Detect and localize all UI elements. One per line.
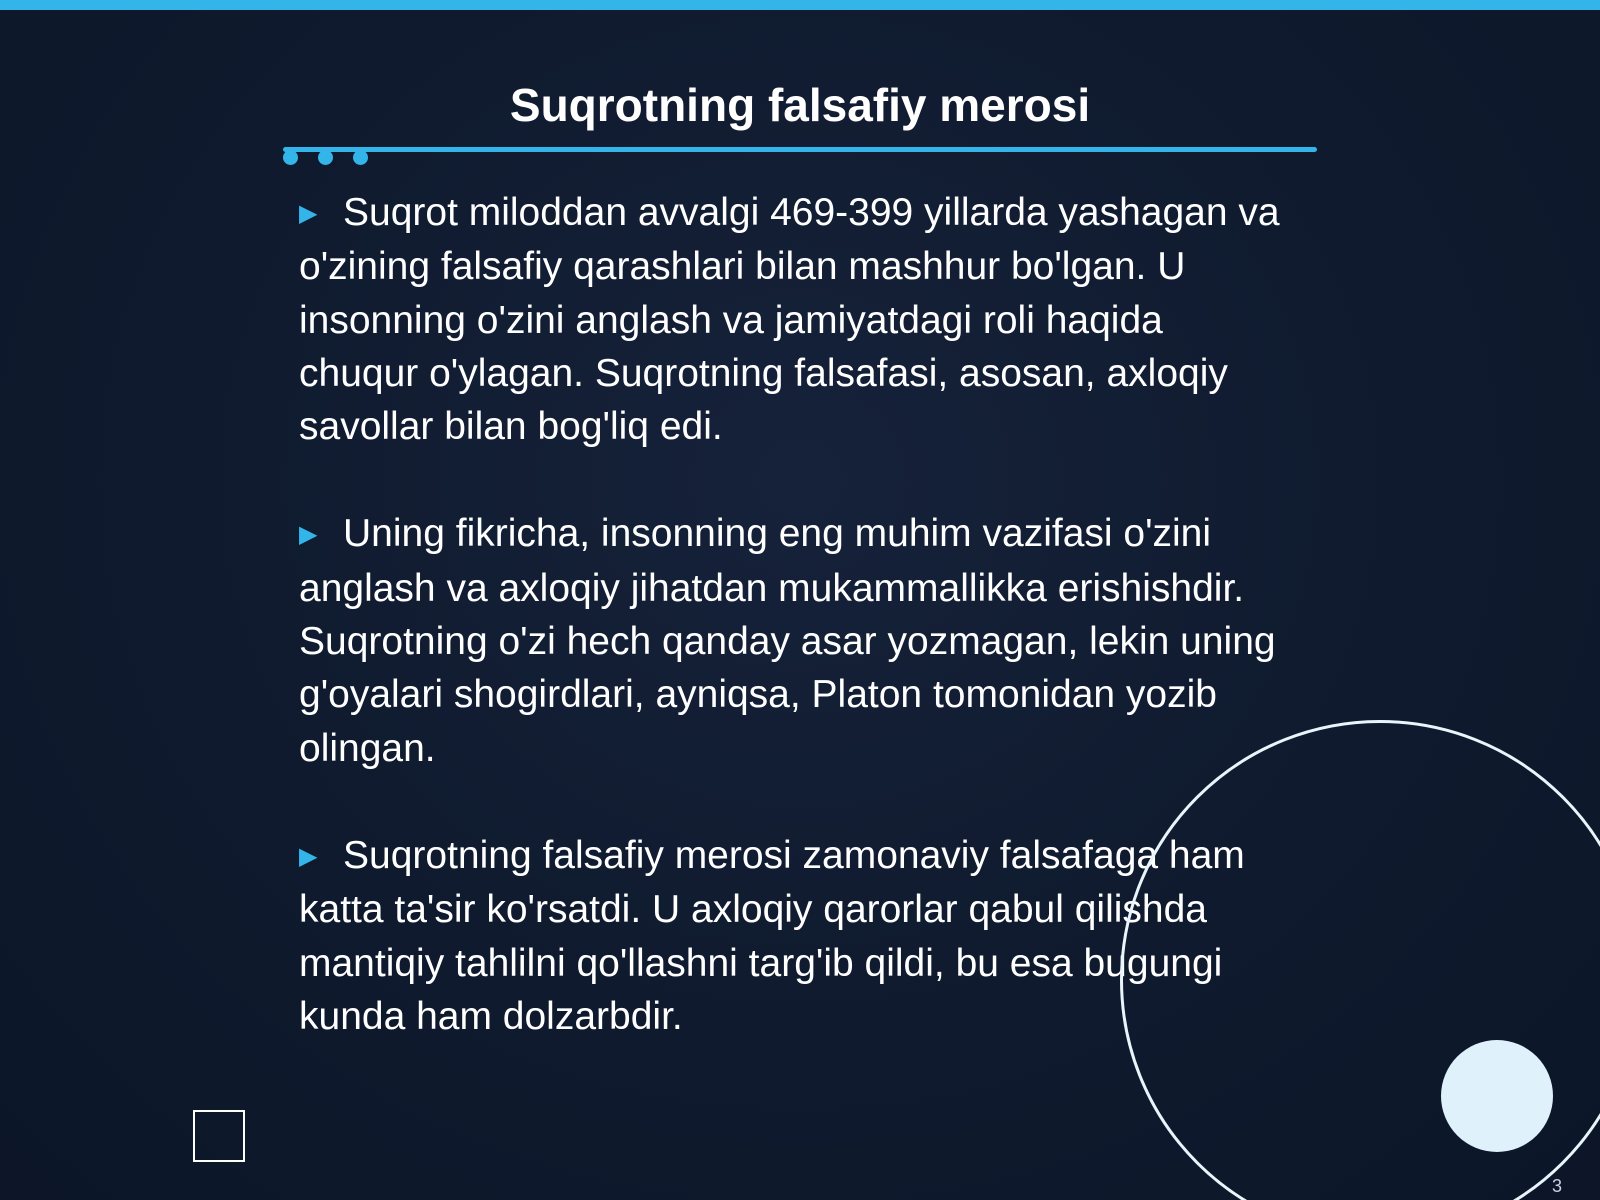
decor-dot	[283, 150, 298, 165]
decor-dot	[353, 150, 368, 165]
bullet-text: Uning fikricha, insonning eng muhim vazifasi o'zini anglash va axloqiy jihatdan mukammallikka erishishdir. Suqrotning o'zi hech qanday asar yozmagan, lekin uning g'oyalari shogirdlari, ayniqsa, Platon tomonidan yozib olingan.	[299, 512, 1276, 770]
slide-title: Suqrotning falsafiy merosi	[509, 79, 1091, 131]
top-accent-bar	[0, 0, 1600, 10]
triangle-bullet-icon: ▶	[299, 842, 318, 870]
page-number: 3	[1552, 1176, 1563, 1196]
bullet-text: Suqrot miloddan avvalgi 469-399 yillarda yashagan va o'zining falsafiy qarashlari bilan mashhur bo'lgan. U insonning o'zini anglash va jamiyatdagi roli haqida chuqur o'ylagan. Suqrotning falsafasi, asosan, axloqiy savollar bilan bog'liq edi.	[299, 191, 1280, 449]
triangle-bullet-icon: ▶	[299, 200, 318, 227]
decor-filled-circle	[1441, 1040, 1553, 1152]
title-underline	[283, 147, 1317, 152]
decor-dot	[318, 150, 333, 165]
triangle-bullet-icon: ▶	[299, 521, 318, 549]
bullet-item	[299, 507, 1289, 774]
bullet-item	[299, 186, 1289, 453]
decor-square	[193, 1110, 245, 1162]
bullet-text: Suqrotning falsafiy merosi zamonaviy falsafaga ham katta ta'sir ko'rsatdi. U axloqiy qarorlar qabul qilishda mantiqiy tahlilni qo'llashni targ'ib qildi, bu esa bugungi kunda ham dolzarbdir.	[299, 833, 1245, 1038]
